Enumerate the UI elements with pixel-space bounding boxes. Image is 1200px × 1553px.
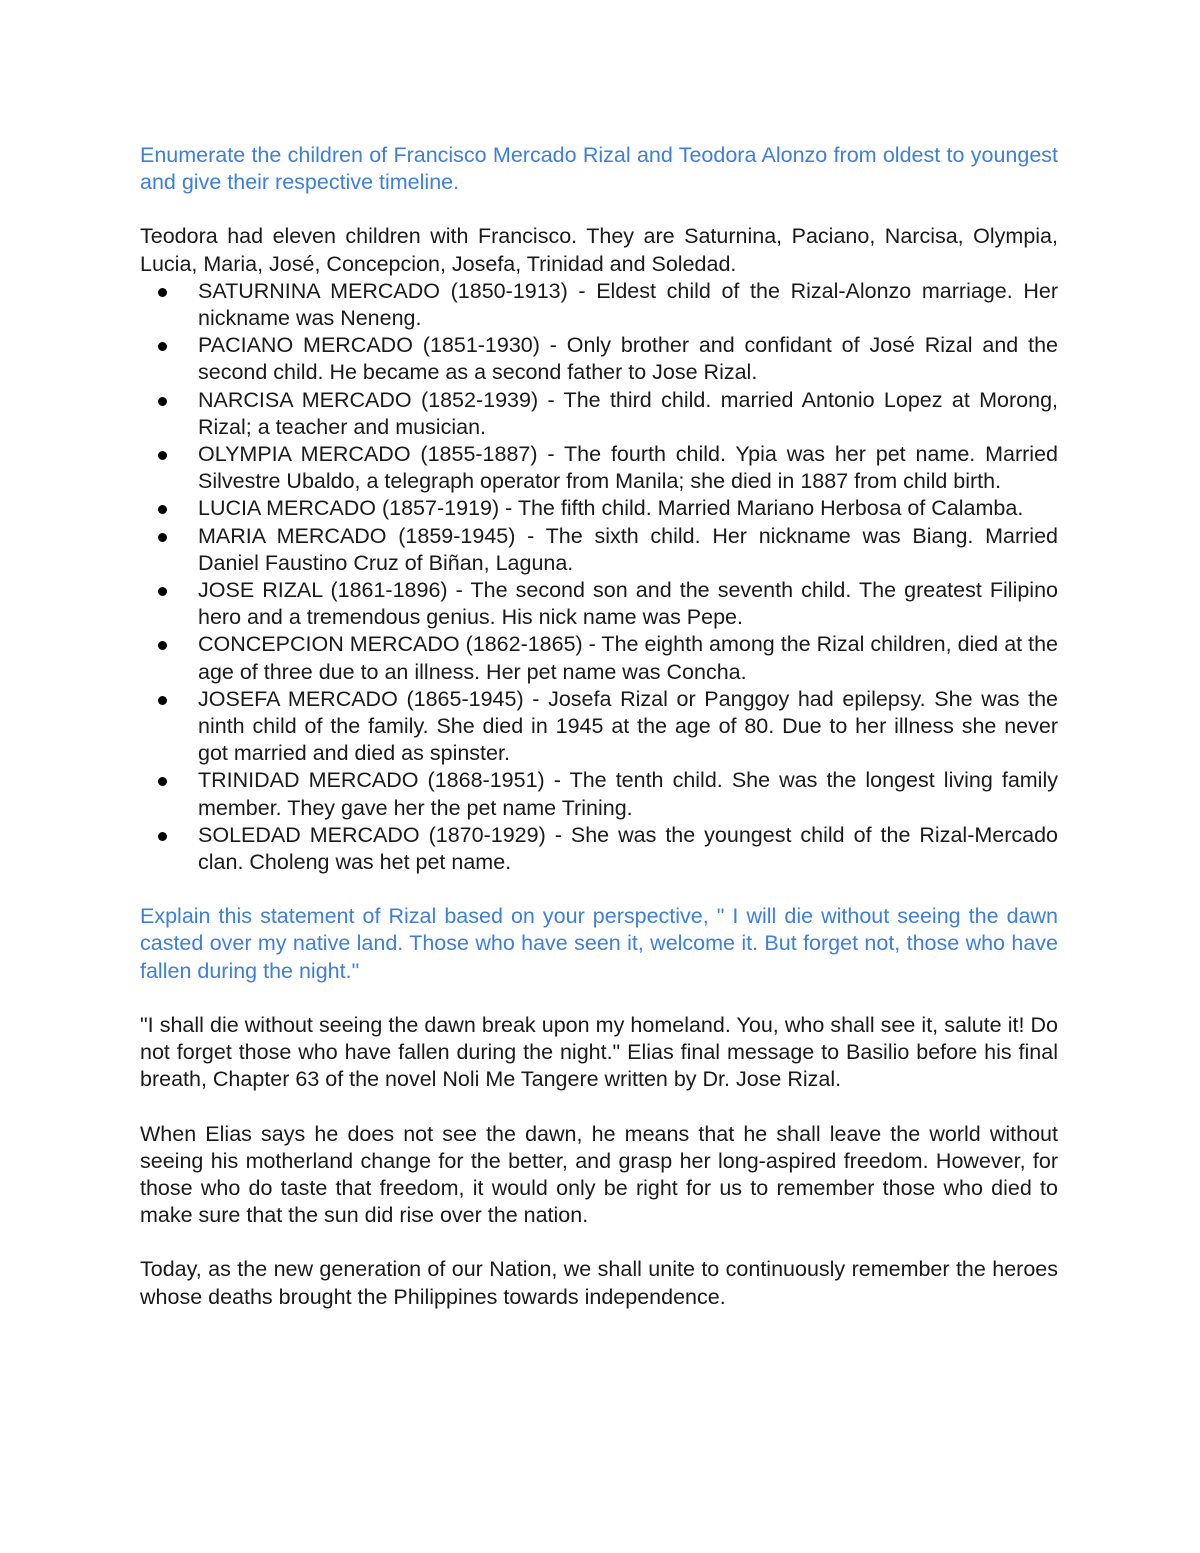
list-item-text: LUCIA MERCADO (1857-1919) - The fifth child. Married Mariano Herbosa of Calamba. (198, 496, 1024, 521)
spacer (140, 196, 1058, 223)
question-2: Explain this statement of Rizal based on your perspective, " I will die without seeing the dawn casted over my native land. Those who have seen it, welcome it. But forget not, those who have fallen during the night." (140, 904, 1058, 983)
bullet-icon (158, 696, 167, 705)
list-item (140, 686, 1058, 768)
list-item (140, 441, 1058, 495)
list-item-text: TRINIDAD MERCADO (1868-1951) - The tenth child. She was the longest living family member. They gave her the pet name Trining. (198, 768, 1058, 820)
list-item (140, 332, 1058, 386)
spacer (140, 1229, 1058, 1256)
list-item (140, 822, 1058, 876)
list-item-text: MARIA MERCADO (1859-1945) - The sixth child. Her nickname was Biang. Married Daniel Faustino Cruz of Biñan, Laguna. (198, 523, 1058, 575)
list-item (140, 577, 1058, 631)
bullet-icon (158, 288, 167, 297)
bullet-icon (158, 533, 167, 542)
bullet-icon (158, 397, 167, 406)
list-item-text: PACIANO MERCADO (1851-1930) - Only brother and confidant of José Rizal and the second child. He became as a second father to Jose Rizal. (198, 333, 1058, 385)
list-item-text: NARCISA MERCADO (1852-1939) - The third child. married Antonio Lopez at Morong, Rizal; a teacher and musician. (198, 387, 1058, 439)
list-item (140, 523, 1058, 577)
answer-paragraph: When Elias says he does not see the dawn, he means that he shall leave the world without seeing his motherland change for the better, and grasp her long-aspired freedom. However, for those who do taste that freedom, it would only be right for us to remember those who died to make sure that the sun did rise over the nation. (140, 1121, 1058, 1228)
answer-paragraph: "I shall die without seeing the dawn break upon my homeland. You, who shall see it, salute it! Do not forget those who have fallen during the night." Elias final message to Basilio before his final breath, Chapter 63 of the novel Noli Me Tangere written by Dr. Jose Rizal. (140, 1012, 1058, 1092)
bullet-icon (158, 777, 167, 786)
list-item-text: JOSEFA MERCADO (1865-1945) - Josefa Rizal or Panggoy had epilepsy. She was the ninth child of the family. She died in 1945 at the age of 80. Due to her illness she never got married and died as spinster. (198, 686, 1058, 766)
bullet-icon (158, 641, 167, 650)
answer-paragraph: Today, as the new generation of our Nation, we shall unite to continuously remember the heroes whose deaths brought the Philippines towards independence. (140, 1257, 1058, 1309)
list-item (140, 278, 1058, 332)
document-page (140, 142, 1058, 1311)
bullet-icon (158, 832, 167, 841)
list-item (140, 767, 1058, 821)
spacer (140, 985, 1058, 1012)
spacer (140, 876, 1058, 903)
list-item-text: SATURNINA MERCADO (1850-1913) - Eldest child of the Rizal-Alonzo marriage. Her nickname was Neneng. (198, 278, 1058, 331)
bullet-icon (158, 342, 167, 351)
bullet-icon (158, 505, 167, 514)
bullet-icon (158, 587, 167, 596)
list-item-text: OLYMPIA MERCADO (1855-1887) - The fourth child. Ypia was her pet name. Married Silvestre Ubaldo, a telegraph operator from Manila; she died in 1887 from child birth. (198, 442, 1058, 494)
list-item (140, 387, 1058, 441)
list-item (140, 631, 1058, 685)
list-item-text: JOSE RIZAL (1861-1896) - The second son and the seventh child. The greatest Filipino hero and a tremendous genius. His nick name was Pepe. (198, 578, 1058, 630)
intro-paragraph: Teodora had eleven children with Francisco. They are Saturnina, Paciano, Narcisa, Olympia, Lucia, Maria, José, Concepcion, Josefa, Trinidad and Soledad. (140, 224, 1058, 276)
list-item-text: SOLEDAD MERCADO (1870-1929) - She was the youngest child of the Rizal-Mercado clan. Choleng was het pet name. (198, 822, 1058, 875)
list-item-text: CONCEPCION MERCADO (1862-1865) - The eighth among the Rizal children, died at the age of three due to an illness. Her pet name was Concha. (198, 632, 1058, 684)
children-list (140, 278, 1058, 876)
list-item (140, 495, 1058, 522)
bullet-icon (158, 451, 167, 460)
question-1: Enumerate the children of Francisco Mercado Rizal and Teodora Alonzo from oldest to youngest and give their respective timeline. (140, 143, 1058, 195)
spacer (140, 1094, 1058, 1121)
